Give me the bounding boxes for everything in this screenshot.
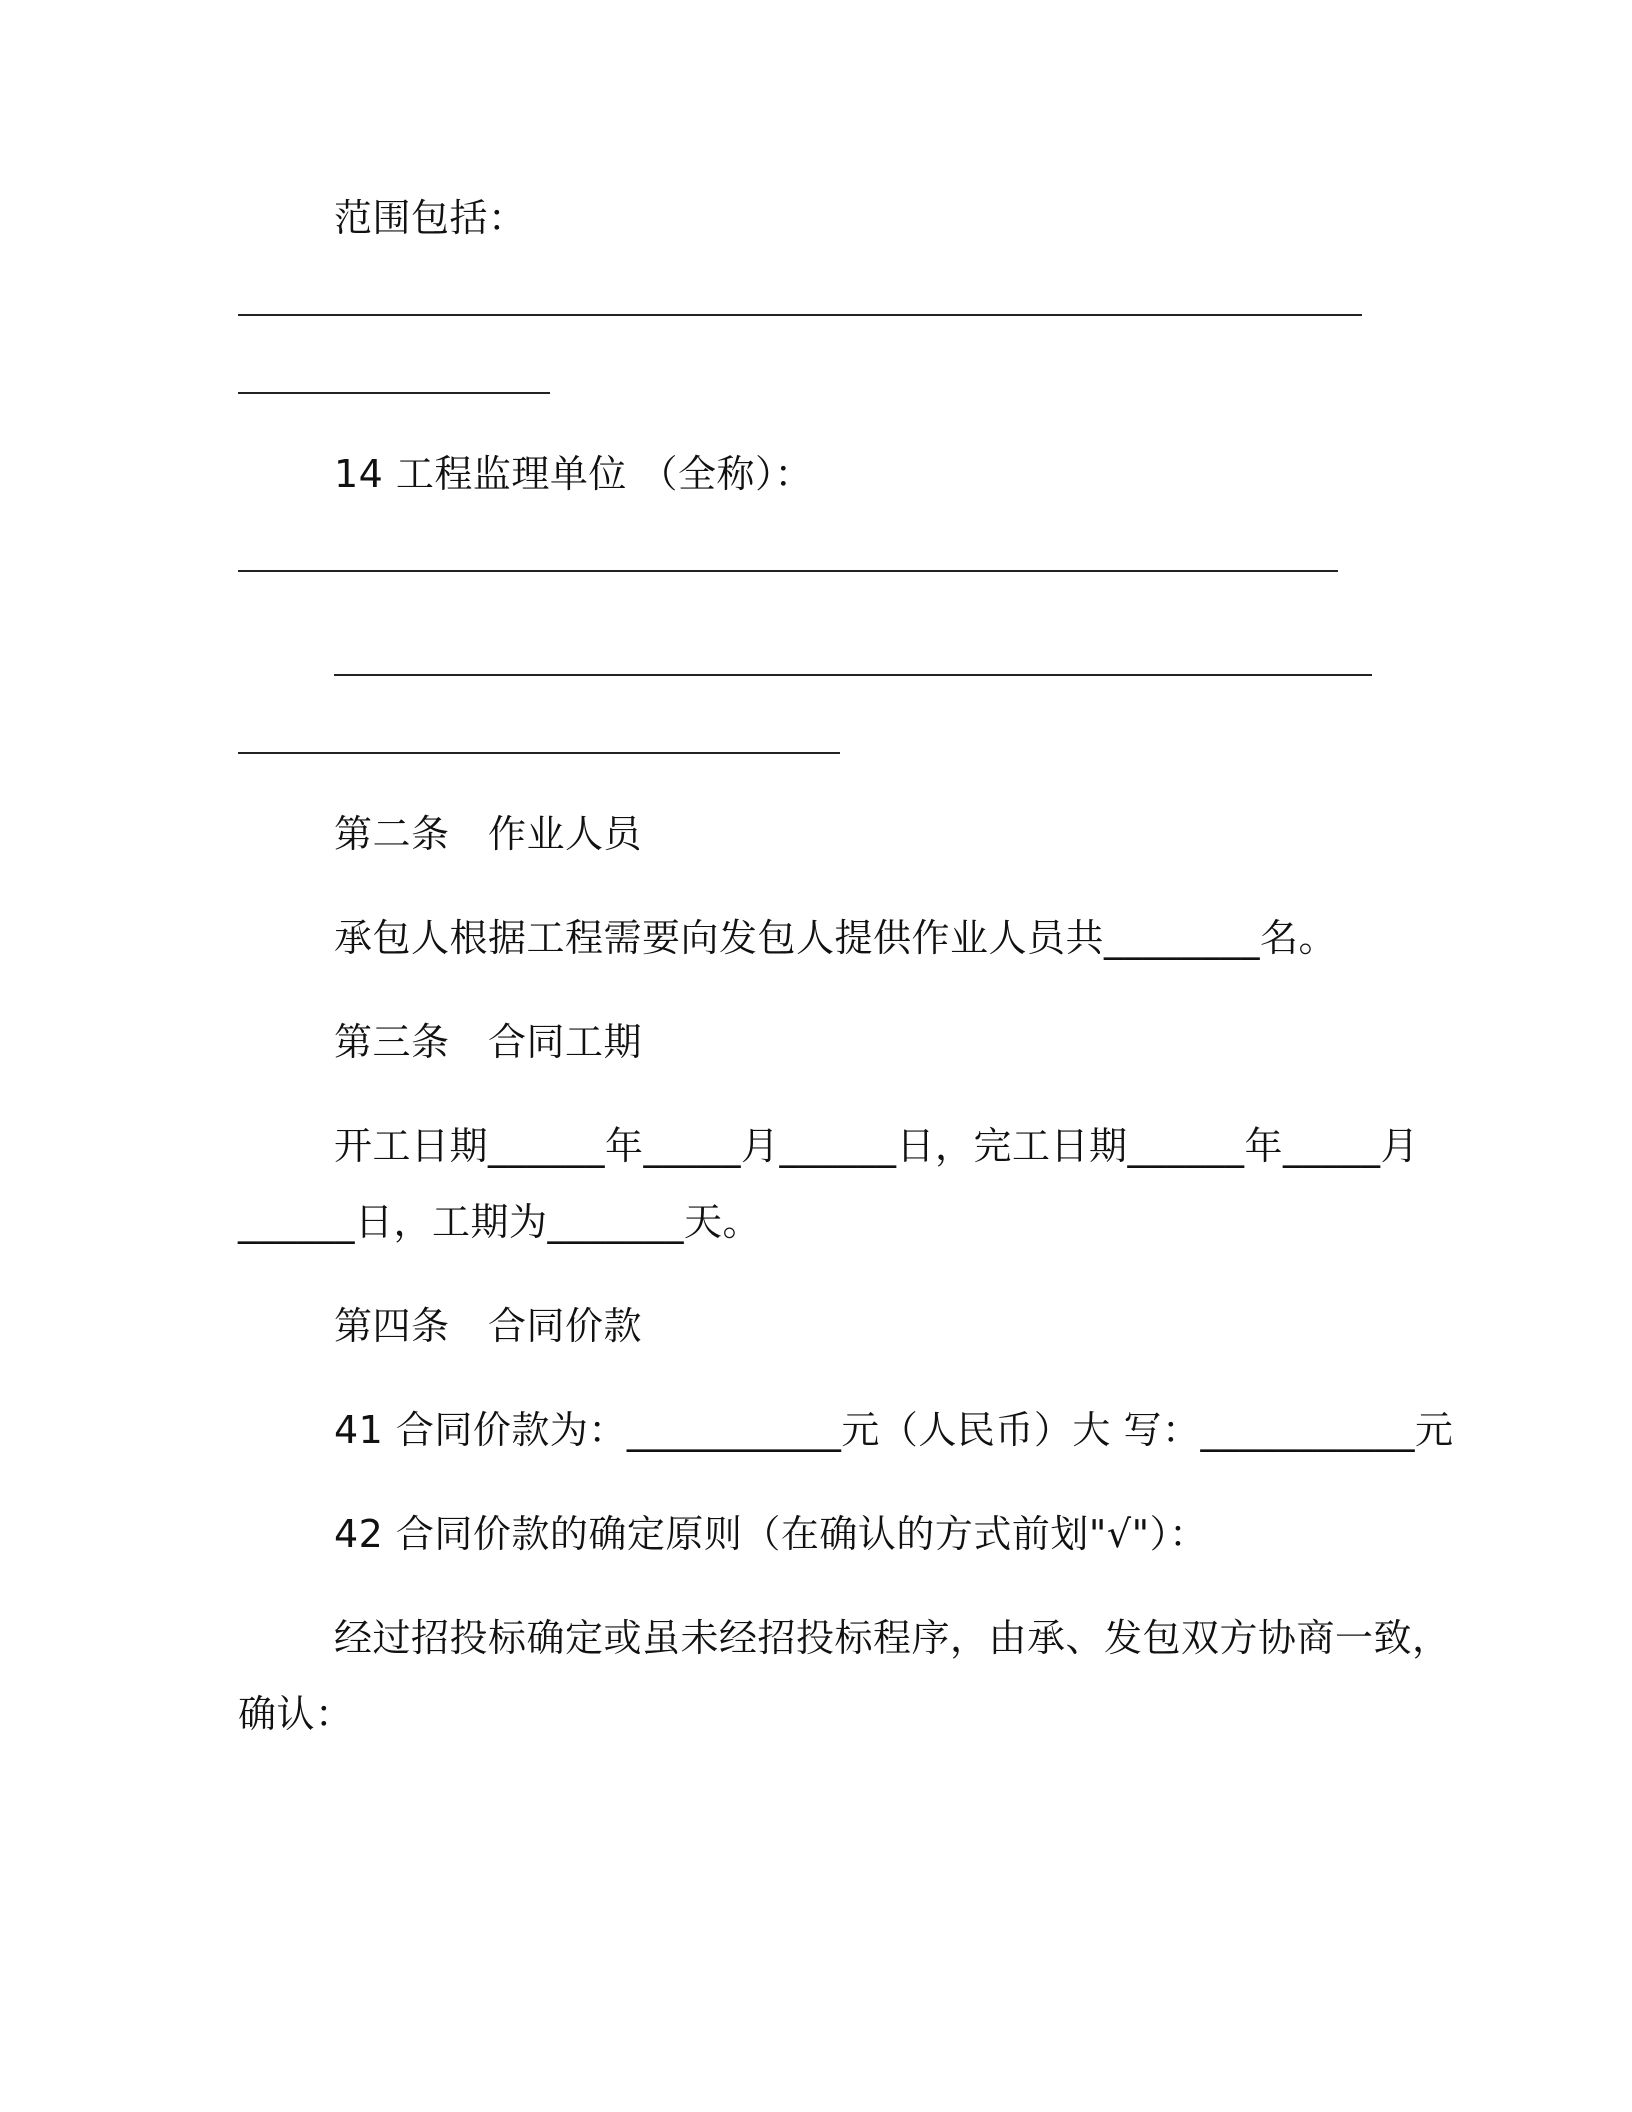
tender-line-1: 经过招投标确定或虽未经招投标程序，由承、发包双方协商一致， bbox=[334, 1616, 1451, 1660]
blank-rule bbox=[238, 752, 840, 754]
blank-rule bbox=[238, 314, 1362, 316]
tender-line-2: 确认： bbox=[238, 1692, 354, 1736]
scope-label: 范围包括： bbox=[334, 196, 527, 240]
article-2-heading: 第二条 作业人员 bbox=[334, 812, 643, 856]
blank-rule bbox=[238, 570, 1338, 572]
blank-rule bbox=[334, 674, 1372, 676]
price-principle-line: 42 合同价款的确定原则（在确认的方式前划"√"）： bbox=[334, 1512, 1208, 1556]
workers-count-line: 承包人根据工程需要向发包人提供作业人员共________名。 bbox=[334, 916, 1338, 960]
contract-price-line: 41 合同价款为：___________元（人民币）大 写：___________元 bbox=[334, 1408, 1454, 1452]
article-4-heading: 第四条 合同价款 bbox=[334, 1304, 643, 1348]
schedule-line-1: 开工日期______年_____月______日，完工日期______年_____月 bbox=[334, 1124, 1420, 1168]
blank-rule bbox=[238, 392, 550, 394]
supervisor-unit-label: 14 工程监理单位 （全称）： bbox=[334, 452, 814, 496]
article-3-heading: 第三条 合同工期 bbox=[334, 1020, 643, 1064]
schedule-line-2: ______日，工期为_______天。 bbox=[238, 1200, 762, 1244]
